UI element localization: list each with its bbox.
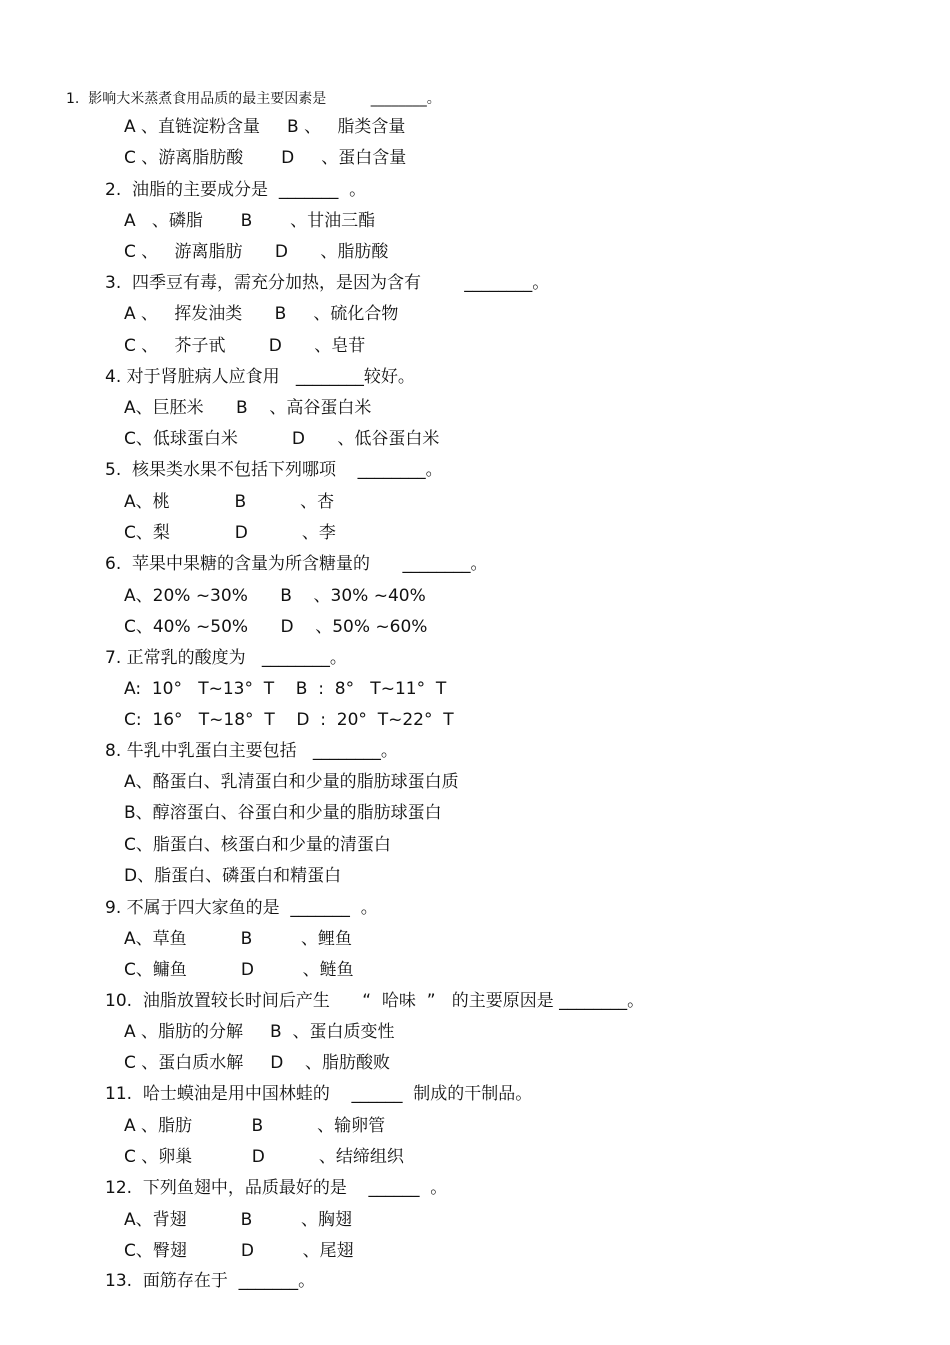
question-5-options-cd: C、梨 D 、李: [124, 523, 336, 543]
question-11-options-ab: A 、脂肪 B 、输卵管: [124, 1116, 386, 1136]
question-8-option-d: D、脂蛋白、磷蛋白和精蛋白: [124, 866, 342, 886]
question-3: 3. 四季豆有毒，需充分加热，是因为含有 ________。: [105, 273, 550, 293]
question-10: 10. 油脂放置较长时间后产生 “ 哈味 ” 的主要原因是 ________。: [105, 991, 645, 1011]
question-4-options-ab: A、巨胚米 B 、高谷蛋白米: [124, 398, 372, 418]
question-2-options-ab: A 、磷脂 B 、甘油三酯: [124, 211, 376, 231]
question-11-options-cd: C 、卵巢 D 、结缔组织: [124, 1147, 404, 1167]
question-6-options-ab: A、20% ~30% B 、30% ~40%: [124, 586, 426, 606]
question-12-options-cd: C、臀翅 D 、尾翅: [124, 1241, 354, 1261]
question-3-options-cd: C 、 芥子甙 D 、皂苷: [124, 336, 366, 356]
question-11: 11. 哈士蟆油是用中国林蛙的 ______ 制成的干制品。: [105, 1084, 533, 1104]
question-7-options-ab: A: 10° T~13° T B : 8° T~11° T: [124, 679, 447, 699]
question-5: 5. 核果类水果不包括下列哪项 ________。: [105, 460, 443, 480]
question-9-options-ab: A、草鱼 B 、鲤鱼: [124, 929, 352, 949]
question-8-option-b: B、醇溶蛋白、谷蛋白和少量的脂肪球蛋白: [124, 803, 442, 823]
question-5-options-ab: A、桃 B 、杏: [124, 492, 335, 512]
question-1-options-cd: C 、游离脂肪酸 D 、蛋白含量: [124, 148, 407, 168]
question-6-options-cd: C、40% ~50% D 、50% ~60%: [124, 617, 428, 637]
question-3-options-ab: A 、 挥发油类 B 、硫化合物: [124, 304, 399, 324]
question-2-options-cd: C 、 游离脂肪 D 、脂肪酸: [124, 242, 389, 262]
question-10-options-ab: A 、脂肪的分解 B 、蛋白质变性: [124, 1022, 395, 1042]
question-12-options-ab: A、背翅 B 、胸翅: [124, 1210, 352, 1230]
question-7: 7. 正常乳的酸度为 ________。: [105, 648, 347, 668]
question-8-option-a: A、酪蛋白、乳清蛋白和少量的脂肪球蛋白质: [124, 772, 459, 792]
question-9-options-cd: C、鳙鱼 D 、鲢鱼: [124, 960, 354, 980]
question-6: 6. 苹果中果糖的含量为所含糖量的 ________。: [105, 554, 488, 574]
question-1: 1. 影响大米蒸煮食用品质的最主要因素是 ________。: [66, 91, 441, 107]
question-13: 13. 面筋存在于 _______。: [105, 1271, 316, 1291]
question-2: 2. 油脂的主要成分是 _______ 。: [105, 180, 367, 200]
question-10-options-cd: C 、蛋白质水解 D 、脂肪酸败: [124, 1053, 390, 1073]
question-1-options-ab: A 、直链淀粉含量 B 、 脂类含量: [124, 117, 406, 137]
question-4: 4. 对于肾脏病人应食用 ________较好。: [105, 367, 415, 387]
question-9: 9. 不属于四大家鱼的是 _______ 。: [105, 898, 378, 918]
question-8-option-c: C、脂蛋白、核蛋白和少量的清蛋白: [124, 835, 391, 855]
question-7-options-cd: C: 16° T~18° T D : 20° T~22° T: [124, 710, 454, 730]
question-12: 12. 下列鱼翅中，品质最好的是 ______ 。: [105, 1178, 448, 1198]
question-8: 8. 牛乳中乳蛋白主要包括 ________。: [105, 741, 398, 761]
question-4-options-cd: C、低球蛋白米 D 、低谷蛋白米: [124, 429, 440, 449]
